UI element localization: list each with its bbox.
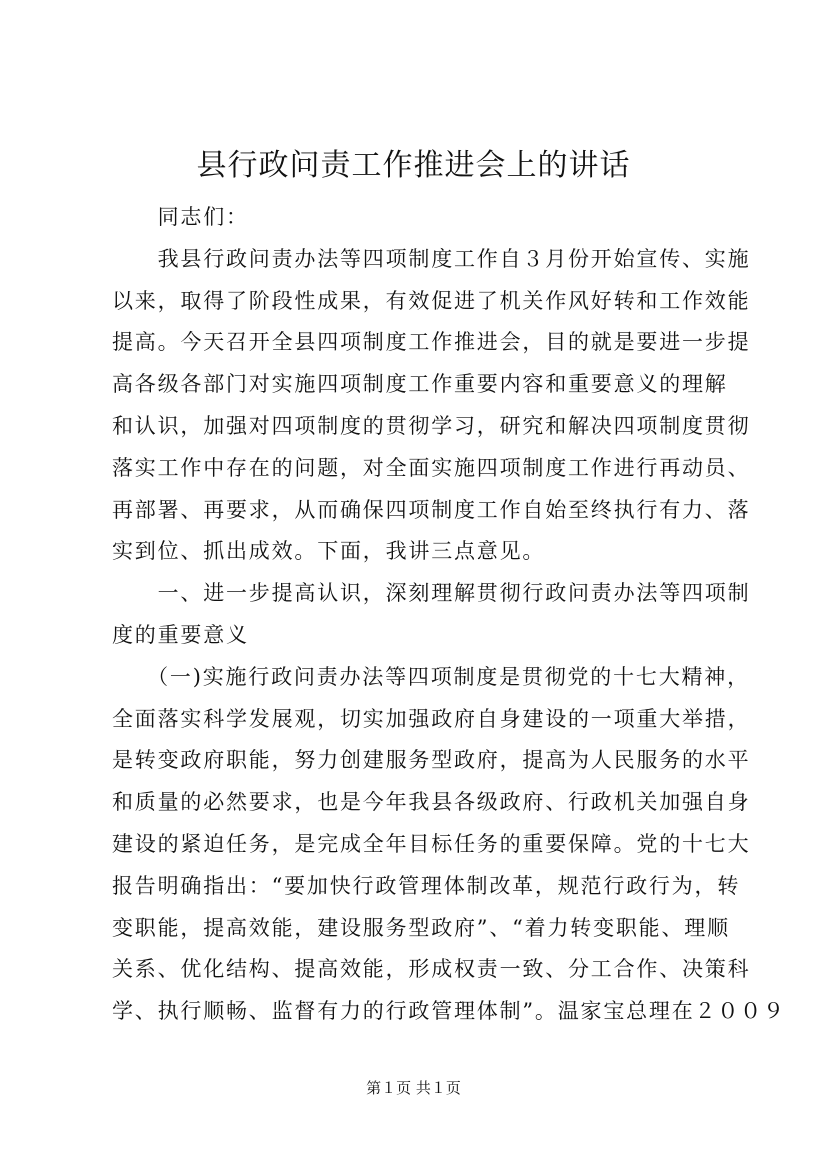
page-footer <box>0 1078 827 1098</box>
body-line: 是转变政府职能，努力创建服务型政府，提高为人民服务的水平 <box>112 748 751 773</box>
body-line: 高各级各部门对实施四项制度工作重要内容和重要意义的理解 <box>112 372 728 397</box>
body-line: 落实工作中存在的问题，对全面实施四项制度工作进行再动员、 <box>112 455 751 480</box>
body-line: 全面落实科学发展观，切实加强政府自身建设的一项重大举措， <box>112 706 751 731</box>
body-line: （一)实施行政问责办法等四项制度是贯彻党的十七大精神， <box>112 664 750 689</box>
document-title: 县行政问责工作推进会上的讲话 <box>196 148 631 183</box>
body-line: 和质量的必然要求，也是今年我县各级政府、行政机关加强自身 <box>112 790 751 815</box>
body-line: 提高。今天召开全县四项制度工作推进会，目的就是要进一步提 <box>112 330 751 355</box>
body-line: 报告明确指出：“要加快行政管理体制改革，规范行政行为，转 <box>112 873 741 898</box>
body-line: 同志们： <box>112 205 249 229</box>
body-line: 和认识，加强对四项制度的贯彻学习，研究和解决四项制度贯彻 <box>112 413 751 438</box>
body-line: 一、进一步提高认识，深刻理解贯彻行政问责办法等四项制 <box>112 581 751 606</box>
body-line: 学、执行顺畅、监督有力的行政管理体制”。温家宝总理在２００９ <box>112 999 786 1024</box>
page-number-label: 第１页 共１页 <box>366 1079 461 1097</box>
body-line: 变职能，提高效能，建设服务型政府”、“着力转变职能、理顺 <box>112 915 730 940</box>
document-body <box>112 197 786 1033</box>
body-line: 度的重要意义 <box>112 622 249 647</box>
body-line: 建设的紧迫任务，是完成全年目标任务的重要保障。党的十七大 <box>112 831 751 856</box>
body-line: 实到位、抓出成效。下面，我讲三点意见。 <box>112 539 546 564</box>
body-line: 再部署、再要求，从而确保四项制度工作自始至终执行有力、落 <box>112 497 751 522</box>
body-line: 以来，取得了阶段性成果，有效促进了机关作风好转和工作效能 <box>112 288 751 313</box>
body-line: 关系、优化结构、提高效能，形成权责一致、分工合作、决策科 <box>112 957 751 982</box>
body-line: 我县行政问责办法等四项制度工作自３月份开始宣传、实施 <box>112 246 751 271</box>
